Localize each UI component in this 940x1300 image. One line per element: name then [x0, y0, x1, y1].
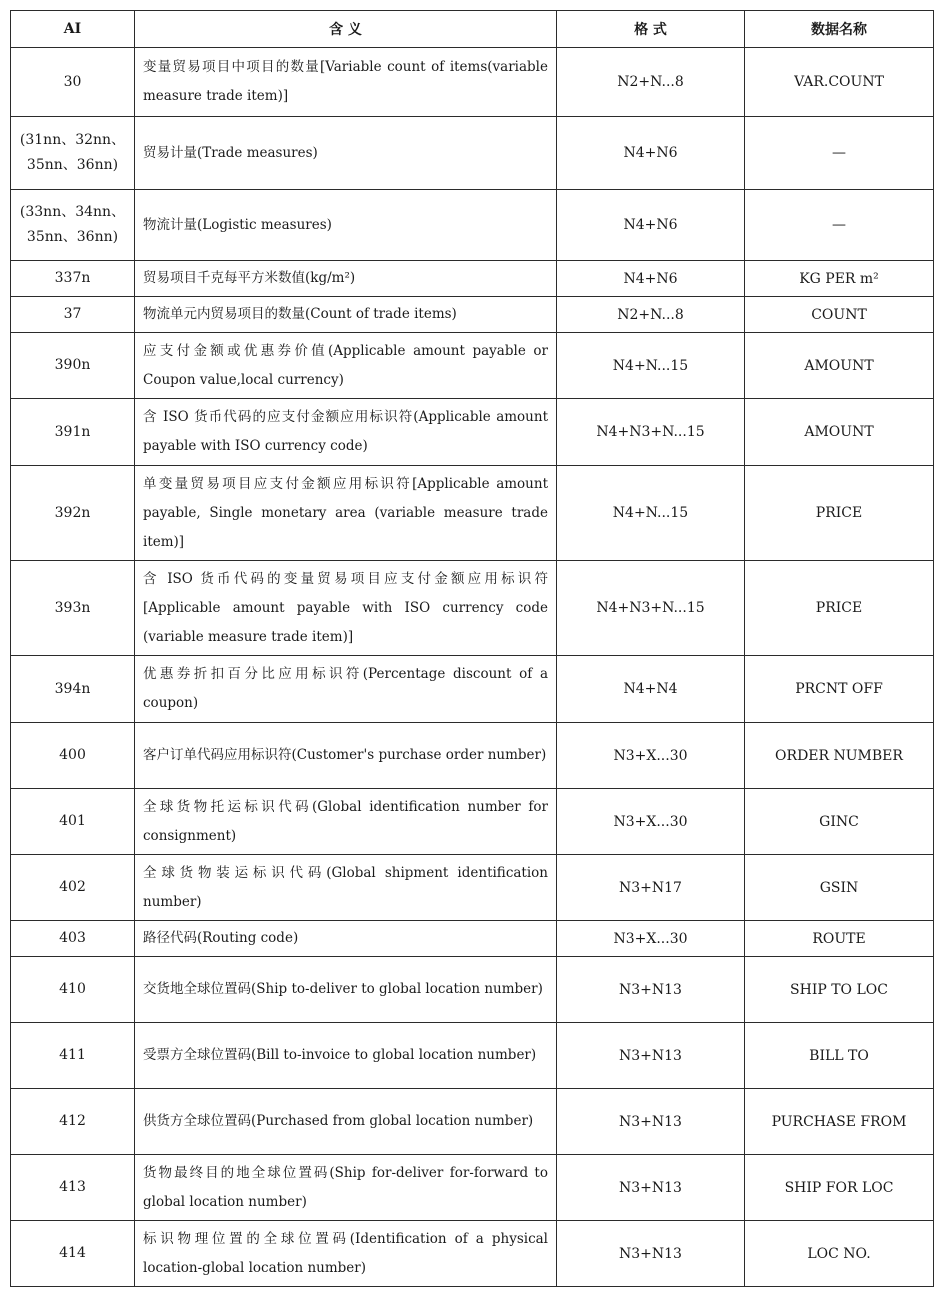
- ai-cell: 393n: [11, 561, 135, 656]
- meaning-cell: 物流单元内贸易项目的数量(Count of trade items): [135, 297, 557, 333]
- table-row: [11, 333, 934, 399]
- header-format: 格 式: [557, 11, 745, 48]
- data-name-cell: ORDER NUMBER: [745, 723, 934, 789]
- data-name-cell: SHIP TO LOC: [745, 957, 934, 1023]
- data-name-cell: GSIN: [745, 855, 934, 921]
- data-name-cell: AMOUNT: [745, 399, 934, 466]
- format-cell: N3+X...30: [557, 921, 745, 957]
- format-cell: N4+N...15: [557, 466, 745, 561]
- ai-cell: 394n: [11, 656, 135, 723]
- meaning-cell: 交货地全球位置码(Ship to-deliver to global location number): [135, 957, 557, 1023]
- header-row: [11, 11, 934, 48]
- data-name-cell: COUNT: [745, 297, 934, 333]
- ai-cell: 403: [11, 921, 135, 957]
- format-cell: N4+N4: [557, 656, 745, 723]
- meaning-cell: 供货方全球位置码(Purchased from global location number): [135, 1089, 557, 1155]
- meaning-cell: 路径代码(Routing code): [135, 921, 557, 957]
- table-body: [11, 48, 934, 1287]
- data-name-cell: PURCHASE FROM: [745, 1089, 934, 1155]
- format-cell: N4+N6: [557, 261, 745, 297]
- ai-cell: 37: [11, 297, 135, 333]
- meaning-cell: 全球货物托运标识代码(Global identification number for consignment): [135, 789, 557, 855]
- format-cell: N2+N...8: [557, 297, 745, 333]
- data-name-cell: LOC NO.: [745, 1221, 934, 1287]
- table-row: [11, 117, 934, 190]
- table-row: [11, 261, 934, 297]
- ai-cell: 337n: [11, 261, 135, 297]
- meaning-cell: 客户订单代码应用标识符(Customer's purchase order number): [135, 723, 557, 789]
- format-cell: N3+N13: [557, 957, 745, 1023]
- ai-cell: 411: [11, 1023, 135, 1089]
- table-row: [11, 48, 934, 117]
- data-name-cell: PRCNT OFF: [745, 656, 934, 723]
- format-cell: N3+N13: [557, 1023, 745, 1089]
- ai-cell: (33nn、34nn、35nn、36nn): [11, 190, 135, 261]
- table-row: [11, 190, 934, 261]
- format-cell: N4+N...15: [557, 333, 745, 399]
- format-cell: N4+N6: [557, 190, 745, 261]
- format-cell: N3+X...30: [557, 789, 745, 855]
- meaning-cell: 全球货物装运标识代码(Global shipment identification number): [135, 855, 557, 921]
- table-row: [11, 1221, 934, 1287]
- table-row: [11, 561, 934, 656]
- table-row: [11, 855, 934, 921]
- ai-cell: 390n: [11, 333, 135, 399]
- ai-cell: 402: [11, 855, 135, 921]
- format-cell: N4+N3+N...15: [557, 399, 745, 466]
- ai-cell: 413: [11, 1155, 135, 1221]
- ai-cell: 410: [11, 957, 135, 1023]
- ai-cell: 414: [11, 1221, 135, 1287]
- format-cell: N4+N3+N...15: [557, 561, 745, 656]
- ai-cell: 392n: [11, 466, 135, 561]
- ai-cell: 30: [11, 48, 135, 117]
- format-cell: N3+N13: [557, 1221, 745, 1287]
- data-name-cell: PRICE: [745, 561, 934, 656]
- meaning-cell: 变量贸易项目中项目的数量[Variable count of items(variable measure trade item)]: [135, 48, 557, 117]
- data-name-cell: —: [745, 190, 934, 261]
- meaning-cell: 含 ISO 货币代码的变量贸易项目应支付金额应用标识符[Applicable amount payable with ISO currency code (variable measure trade item)]: [135, 561, 557, 656]
- data-name-cell: BILL TO: [745, 1023, 934, 1089]
- table-row: [11, 656, 934, 723]
- ai-definition-table: [10, 10, 934, 1287]
- meaning-cell: 单变量贸易项目应支付金额应用标识符[Applicable amount payable, Single monetary area (variable measure trade item)]: [135, 466, 557, 561]
- ai-cell: (31nn、32nn、35nn、36nn): [11, 117, 135, 190]
- data-name-cell: PRICE: [745, 466, 934, 561]
- table-header: [11, 11, 934, 48]
- ai-cell: 412: [11, 1089, 135, 1155]
- header-meaning: 含 义: [135, 11, 557, 48]
- table-row: [11, 723, 934, 789]
- data-name-cell: —: [745, 117, 934, 190]
- data-name-cell: VAR.COUNT: [745, 48, 934, 117]
- header-ai: AI: [11, 11, 135, 48]
- ai-cell: 391n: [11, 399, 135, 466]
- data-name-cell: AMOUNT: [745, 333, 934, 399]
- format-cell: N2+N...8: [557, 48, 745, 117]
- table-row: [11, 1023, 934, 1089]
- table-row: [11, 921, 934, 957]
- format-cell: N4+N6: [557, 117, 745, 190]
- meaning-cell: 受票方全球位置码(Bill to-invoice to global location number): [135, 1023, 557, 1089]
- table-row: [11, 297, 934, 333]
- table-row: [11, 789, 934, 855]
- meaning-cell: 含 ISO 货币代码的应支付金额应用标识符(Applicable amount payable with ISO currency code): [135, 399, 557, 466]
- data-name-cell: ROUTE: [745, 921, 934, 957]
- meaning-cell: 应支付金额或优惠券价值(Applicable amount payable or Coupon value,local currency): [135, 333, 557, 399]
- table-row: [11, 399, 934, 466]
- table-row: [11, 466, 934, 561]
- meaning-cell: 贸易计量(Trade measures): [135, 117, 557, 190]
- ai-cell: 401: [11, 789, 135, 855]
- meaning-cell: 货物最终目的地全球位置码(Ship for-deliver for-forward to global location number): [135, 1155, 557, 1221]
- format-cell: N3+N17: [557, 855, 745, 921]
- header-data-name: 数据名称: [745, 11, 934, 48]
- format-cell: N3+X...30: [557, 723, 745, 789]
- format-cell: N3+N13: [557, 1155, 745, 1221]
- meaning-cell: 标识物理位置的全球位置码(Identification of a physical location-global location number): [135, 1221, 557, 1287]
- meaning-cell: 优惠券折扣百分比应用标识符(Percentage discount of a coupon): [135, 656, 557, 723]
- format-cell: N3+N13: [557, 1089, 745, 1155]
- table-row: [11, 1089, 934, 1155]
- data-name-cell: GINC: [745, 789, 934, 855]
- data-name-cell: SHIP FOR LOC: [745, 1155, 934, 1221]
- meaning-cell: 物流计量(Logistic measures): [135, 190, 557, 261]
- table-row: [11, 1155, 934, 1221]
- data-name-cell: KG PER m²: [745, 261, 934, 297]
- table-row: [11, 957, 934, 1023]
- meaning-cell: 贸易项目千克每平方米数值(kg/m²): [135, 261, 557, 297]
- ai-cell: 400: [11, 723, 135, 789]
